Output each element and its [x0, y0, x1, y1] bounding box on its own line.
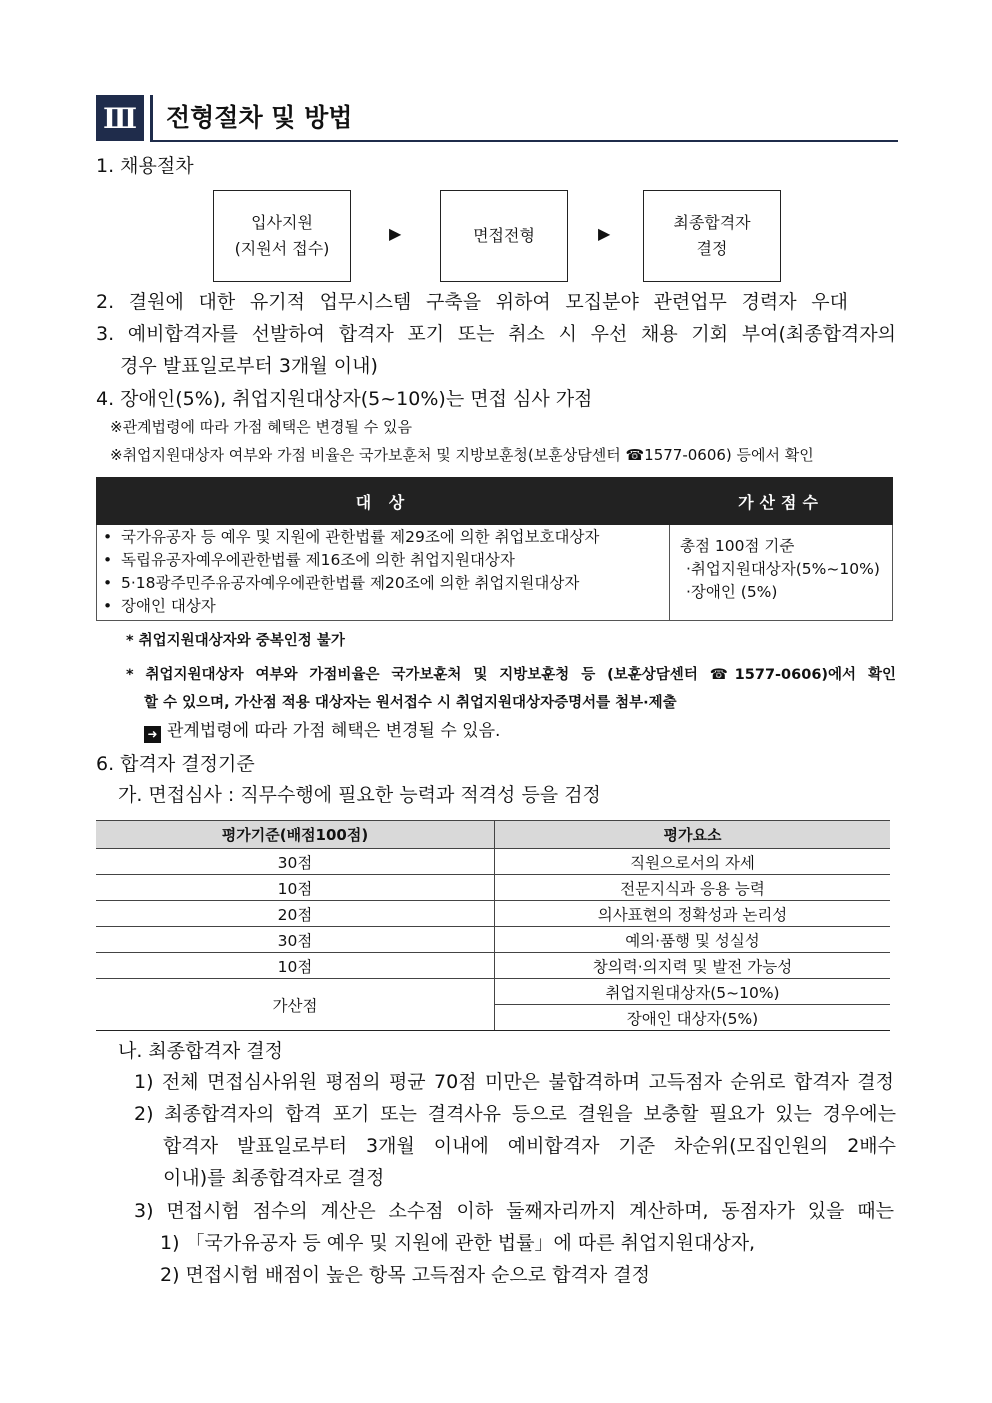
score-cell: 20점	[96, 901, 495, 927]
element-cell: 창의력·의지력 및 발전 가능성	[495, 953, 891, 979]
table-row	[96, 979, 890, 1005]
score-cell: 30점	[96, 927, 495, 953]
step-arrow-icon: ▶	[389, 224, 402, 243]
step-apply-line2: (지원서 접수)	[234, 239, 330, 258]
note-law-change	[144, 719, 500, 743]
final-p2-line1: 2) 최종합격자의 합격 포기 또는 결격사유 등으로 결원을 보충할 필요가 있는 경우에는	[134, 1103, 896, 1125]
section-title: 전형절차 및 방법	[166, 103, 353, 132]
element-cell: 의사표현의 정확성과 논리성	[495, 901, 891, 927]
table-row	[96, 875, 890, 901]
item4-note1: ※관계법령에 따라 가점 혜택은 변경될 수 있음	[110, 418, 412, 436]
score-cell: 10점	[96, 875, 495, 901]
table2-header-elements: 평가요소	[495, 821, 891, 849]
step-final-line1: 최종합격자	[673, 213, 751, 232]
item6-title: 6. 합격자 결정기준	[96, 753, 255, 775]
item3-line1: 3. 예비합격자를 선발하여 합격자 포기 또는 취소 시 우선 채용 기회 부여(최종합격자의	[96, 323, 896, 345]
table-row	[96, 901, 890, 927]
note-law-change-text: 관계법령에 따라 가점 혜택은 변경될 수 있음.	[167, 721, 501, 741]
item1-title: 1. 채용절차	[96, 155, 194, 177]
table-row	[96, 953, 890, 979]
target-text: 5·18광주민주유공자예우에관한법률 제20조에 의한 취업지원대상자	[121, 574, 580, 592]
points-line: 총점 100점 기준	[680, 537, 795, 555]
step-arrow-icon: ▶	[598, 224, 611, 243]
score-cell: 10점	[96, 953, 495, 979]
bonus-target-table	[96, 477, 893, 621]
element-cell: 직원으로서의 자세	[495, 849, 891, 875]
item4-title: 4. 장애인(5%), 취업지원대상자(5~10%)는 면접 심사 가점	[96, 388, 593, 410]
note-duplicate: * 취업지원대상자와 중복인정 불가	[126, 633, 345, 649]
table1-header-target: 대 상	[97, 478, 670, 525]
target-text: 장애인 대상자	[121, 597, 216, 615]
score-cell: 30점	[96, 849, 495, 875]
element-cell: 예의·품행 및 성실성	[495, 927, 891, 953]
points-line: ·장애인 (5%)	[686, 583, 778, 601]
item4-note2: ※취업지원대상자 여부와 가점 비율은 국가보훈처 및 지방보훈청(보훈상담센터 ☎1577-0606) 등에서 확인	[110, 446, 814, 464]
bonus-label-cell: 가산점	[96, 979, 495, 1031]
target-text: 독립유공자예우에관한법률 제16조에 의한 취업지원대상자	[121, 551, 515, 569]
table1-points-cell	[670, 525, 893, 621]
final-title: 나. 최종합격자 결정	[118, 1040, 283, 1062]
final-p1: 1) 전체 면접심사위원 평점의 평균 70점 미만은 불합격하며 고득점자 순위로 합격자 결정	[134, 1071, 894, 1093]
step-interview	[440, 190, 568, 282]
table-row	[96, 927, 890, 953]
step-final-line2: 결정	[696, 239, 728, 258]
step-apply-line1: 입사지원	[251, 213, 313, 232]
element-cell: 장애인 대상자(5%)	[495, 1005, 891, 1031]
section-divider	[150, 95, 153, 141]
element-cell: 전문지식과 응용 능력	[495, 875, 891, 901]
final-p3-sub2: 2) 면접시험 배점이 높은 항목 고득점자 순으로 합격자 결정	[160, 1264, 650, 1286]
table2-header-criteria: 평가기준(배점100점)	[96, 821, 495, 849]
table-row	[96, 849, 890, 875]
points-line: ·취업지원대상자(5%~10%)	[686, 560, 880, 578]
final-p2-line2: 합격자 발표일로부터 3개월 이내에 예비합격자 기준 차순위(모집인원의 2배수	[163, 1135, 896, 1157]
table1-header-points: 가산점수	[670, 478, 893, 525]
step-apply	[213, 190, 351, 282]
step-interview-line1: 면접전형	[473, 226, 535, 245]
target-text: 국가유공자 등 예우 및 지원에 관한법률 제29조에 의한 취업보호대상자	[121, 528, 600, 546]
final-p3: 3) 면접시험 점수의 계산은 소수점 이하 둘째자리까지 계산하며, 동점자가 있을 때는	[134, 1200, 894, 1222]
list-item: • 5·18광주민주유공자예우에관한법률 제20조에 의한 취업지원대상자	[103, 572, 665, 595]
final-p2-line3: 이내)를 최종합격자로 결정	[163, 1167, 385, 1189]
item3-line2: 경우 발표일로부터 3개월 이내)	[120, 355, 378, 377]
item6-sub-a: 가. 면접심사 : 직무수행에 필요한 능력과 적격성 등을 검정	[118, 784, 601, 806]
table1-targets-cell	[97, 525, 670, 621]
section-number-badge: Ⅲ	[96, 95, 144, 141]
list-item: • 국가유공자 등 예우 및 지원에 관한법률 제29조에 의한 취업보호대상자	[103, 526, 665, 549]
note-verify-line1: * 취업지원대상자 여부와 가점비율은 국가보훈처 및 지방보훈청 등 (보훈상담센터 ☎1577-0606)에서 확인	[126, 667, 896, 683]
list-item: • 장애인 대상자	[103, 595, 665, 618]
final-p3-sub1: 1) 「국가유공자 등 예우 및 지원에 관한 법률」에 따른 취업지원대상자,	[160, 1232, 756, 1254]
section-underline	[150, 140, 898, 142]
step-final	[643, 190, 781, 282]
item2: 2. 결원에 대한 유기적 업무시스템 구축을 위하여 모집분야 관련업무 경력자 우대	[96, 291, 848, 313]
note-verify-line2: 할 수 있으며, 가산점 적용 대상자는 원서접수 시 취업지원대상자증명서를 첨부·제출	[144, 695, 677, 711]
arrow-right-box-icon: ➜	[144, 726, 161, 743]
element-cell: 취업지원대상자(5~10%)	[495, 979, 891, 1005]
list-item: • 독립유공자예우에관한법률 제16조에 의한 취업지원대상자	[103, 549, 665, 572]
evaluation-table	[96, 820, 890, 1031]
